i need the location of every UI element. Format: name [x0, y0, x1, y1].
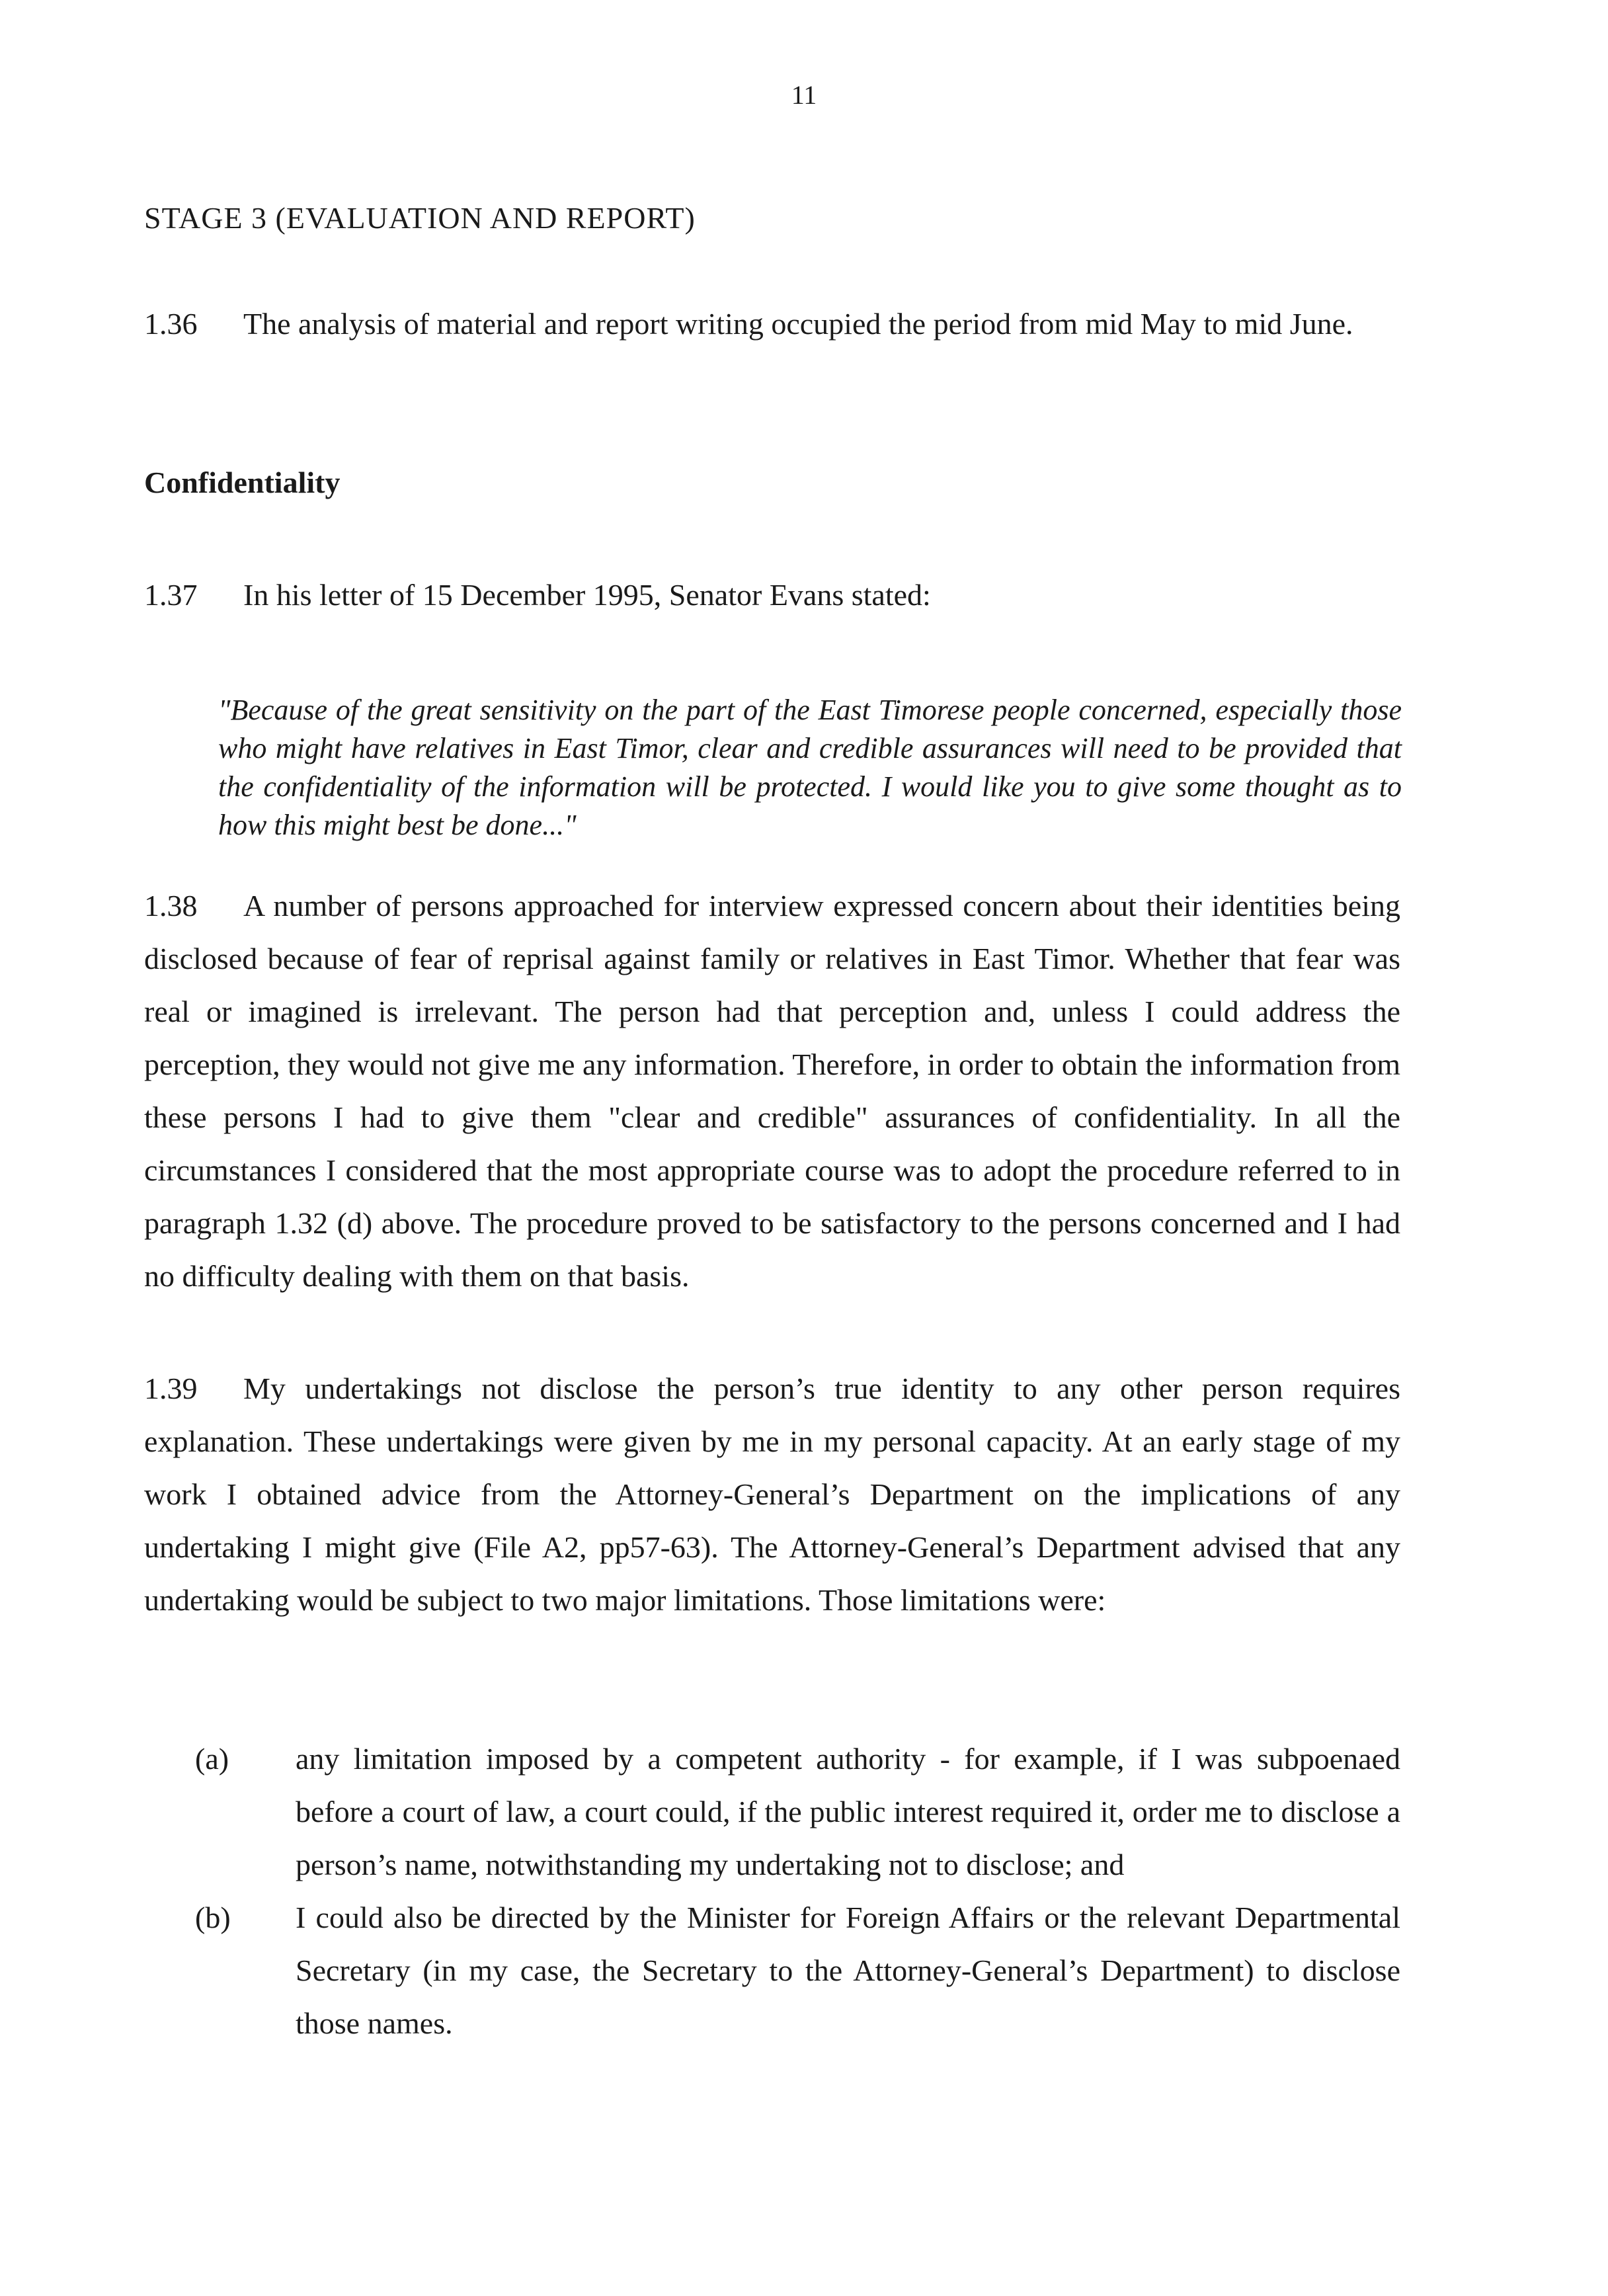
page-number: 11 [791, 80, 817, 110]
paragraph-1-38 [144, 880, 1400, 1303]
paragraph-number: 1.36 [144, 307, 198, 341]
paragraph-number: 1.38 [144, 889, 198, 922]
block-quote: "Because of the great sensitivity on the part of the East Timorese people concerned, especially those who might have relatives in East Timor, clear and credible assurances will need to be provided that the confidentiality of the information will be protected. I would like you to give some thought as to how this might best be done..." [218, 694, 1402, 841]
paragraph-text: A number of persons approached for interview expressed concern about their identities being disclosed because of fear of reprisal against family or relatives in East Timor. Whether that fear was real or imagined is irrelevant. The person had that perception and, unless I could address the perception, they would not give me any information. Therefore, in order to obtain the information from these persons I had to give them "clear and credible" assurances of confidentiality. In all the circumstances I considered that the most appropriate course was to adopt the procedure referred to in paragraph 1.32 (d) above. The procedure proved to be satisfactory to the persons concerned and I had no difficulty dealing with them on that basis. [144, 889, 1400, 1293]
paragraph-1-36 [144, 298, 1400, 350]
paragraph-number: 1.37 [144, 578, 198, 612]
paragraph-text: In his letter of 15 December 1995, Senator Evans stated: [243, 578, 931, 612]
paragraph-1-37 [144, 569, 1400, 622]
paragraph-1-39 [144, 1362, 1400, 1627]
paragraph-number: 1.39 [144, 1372, 198, 1405]
list-item [195, 1733, 1400, 1891]
list-item-text: any limitation imposed by a competent authority - for example, if I was subpoenaed before a court of law, a court could, if the public interest required it, order me to disclose a person’s name, notwithstanding my undertaking not to disclose; and [296, 1742, 1400, 1881]
list-marker: (a) [195, 1742, 229, 1776]
section-heading-confidentiality: Confidentiality [144, 466, 341, 499]
limitations-list [195, 1733, 1400, 2050]
paragraph-text: The analysis of material and report writing occupied the period from mid May to mid June. [243, 307, 1353, 341]
list-marker: (b) [195, 1901, 231, 1934]
list-item-text: I could also be directed by the Minister for Foreign Affairs or the relevant Departmental Secretary (in my case, the Secretary to the Attorney-General’s Department) to disclose those names. [296, 1901, 1400, 2040]
stage-heading: STAGE 3 (EVALUATION AND REPORT) [144, 201, 696, 235]
list-item [195, 1891, 1400, 2050]
paragraph-text: My undertakings not disclose the person’s true identity to any other person requires explanation. These undertakings were given by me in my personal capacity. At an early stage of my work I obtained advice from the Attorney-General’s Department on the implications of any undertaking I might give (File A2, pp57-63). The Attorney-General’s Department advised that any undertaking would be subject to two major limitations. Those limitations were: [144, 1372, 1400, 1617]
